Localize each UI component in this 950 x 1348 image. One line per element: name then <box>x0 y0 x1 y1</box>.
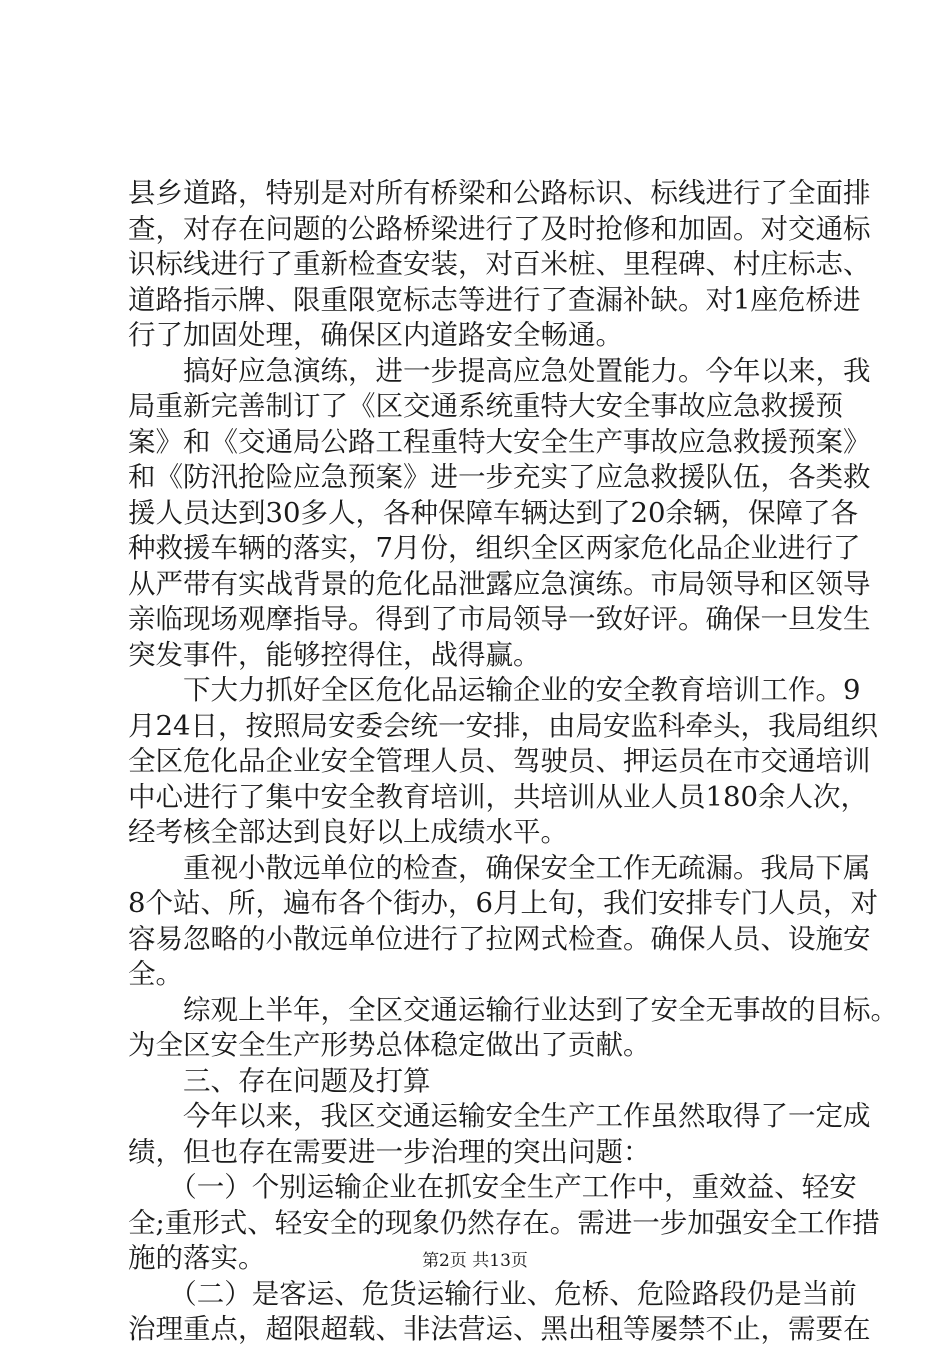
text-line: 三、存在问题及打算 <box>128 1064 431 1097</box>
page-footer: 第2页 共13页 <box>422 1251 528 1271</box>
text-line: 种救援车辆的落实，7月份，组织全区两家危化品企业进行了 <box>128 532 861 564</box>
text-line: 查，对存在问题的公路桥梁进行了及时抢修和加固。对交通标 <box>128 212 871 245</box>
text-line: 道路指示牌、限重限宽标志等进行了查漏补缺。对1座危桥进 <box>128 283 861 316</box>
text-line: 月24日，按照局安委会统一安排，由局安监科牵头，我局组织 <box>128 709 878 742</box>
text-line: 下大力抓好全区危化品运输企业的安全教育培训工作。9 <box>128 674 861 706</box>
text-line: 案》和《交通局公路工程重特大安全生产事故应急救援预案》 <box>128 425 871 458</box>
text-line: 和《防汛抢险应急预案》进一步充实了应急救援队伍，各类救 <box>128 461 871 493</box>
text-line: 从严带有实战背景的危化品泄露应急演练。市局领导和区领导 <box>128 567 871 600</box>
text-line: 行了加固处理，确保区内道路安全畅通。 <box>128 319 623 351</box>
text-line: （一）个别运输企业在抓安全生产工作中，重效益、轻安 <box>128 1171 857 1203</box>
text-line: 局重新完善制订了《区交通系统重特大安全事故应急救援预 <box>128 390 843 422</box>
text-line: 亲临现场观摩指导。得到了市局领导一致好评。确保一旦发生 <box>128 603 871 635</box>
text-line: 治理重点，超限超载、非法营运、黑出租等屡禁不止，需要在 <box>128 1313 871 1345</box>
text-line: 识标线进行了重新检查安装，对百米桩、里程碑、村庄标志、 <box>128 248 871 280</box>
text-line: （二）是客运、危货运输行业、危桥、危险路段仍是当前 <box>128 1277 857 1310</box>
text-line: 施的落实。 <box>128 1242 266 1274</box>
text-line: 援人员达到30多人，各种保障车辆达到了20余辆，保障了各 <box>128 496 858 529</box>
text-line: 容易忽略的小散远单位进行了拉网式检查。确保人员、设施安 <box>128 922 871 955</box>
text-line: 突发事件，能够控得住，战得赢。 <box>128 638 541 671</box>
text-line: 今年以来，我区交通运输安全生产工作虽然取得了一定成 <box>128 1100 871 1132</box>
text-line: 重视小散远单位的检查，确保安全工作无疏漏。我局下属 <box>128 851 871 884</box>
text-line: 搞好应急演练，进一步提高应急处置能力。今年以来，我 <box>128 354 871 387</box>
text-line: 综观上半年，全区交通运输行业达到了安全无事故的目标。 <box>128 993 898 1026</box>
text-line: 为全区安全生产形势总体稳定做出了贡献。 <box>128 1029 651 1061</box>
text-line: 中心进行了集中安全教育培训，共培训从业人员180余人次， <box>128 780 868 813</box>
text-line: 全区危化品企业安全管理人员、驾驶员、押运员在市交通培训 <box>128 745 871 777</box>
document-body <box>128 176 898 1348</box>
text-line: 绩，但也存在需要进一步治理的突出问题： <box>128 1135 651 1168</box>
text-line: 县乡道路，特别是对所有桥梁和公路标识、标线进行了全面排 <box>128 177 871 209</box>
text-line: 经考核全部达到良好以上成绩水平。 <box>128 816 568 848</box>
text-line: 全;重形式、轻安全的现象仍然存在。需进一步加强安全工作措 <box>128 1206 880 1239</box>
text-line: 全。 <box>128 958 183 990</box>
text-line: 8个站、所，遍布各个街办，6月上旬，我们安排专门人员，对 <box>128 887 878 919</box>
